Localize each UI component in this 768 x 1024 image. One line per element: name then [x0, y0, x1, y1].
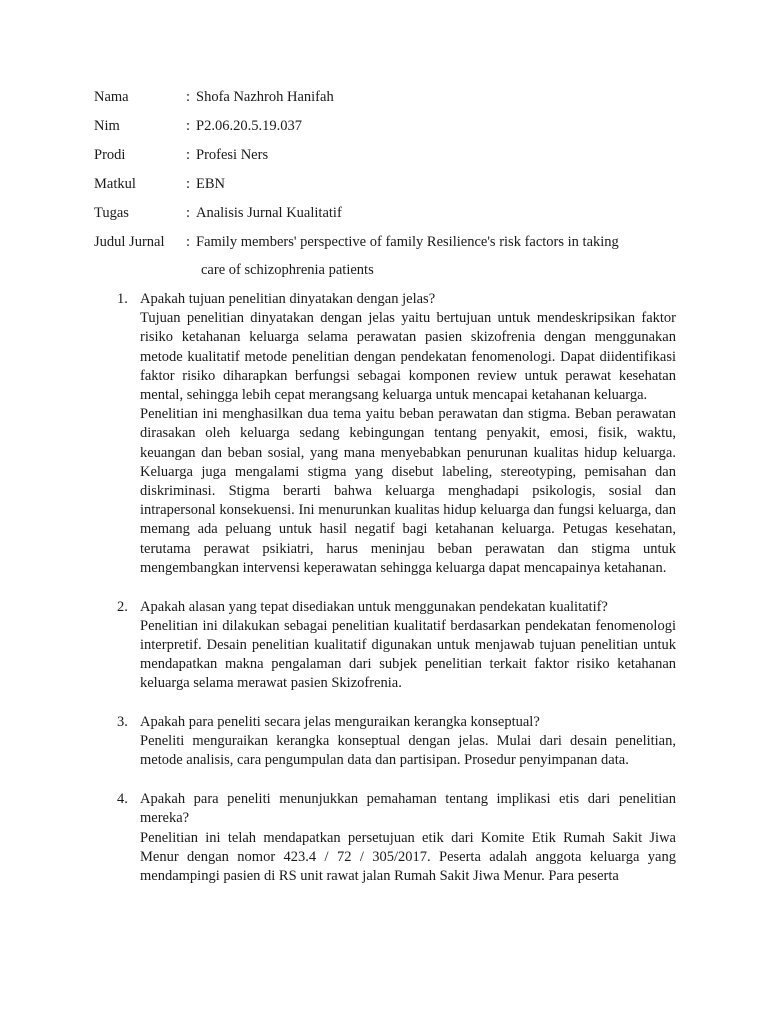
header-value: P2.06.20.5.19.037: [196, 118, 302, 134]
answer-paragraph: Tujuan penelitian dinyatakan dengan jelas yaitu bertujuan untuk mendeskripsikan faktor risiko ketahanan keluarga selama perawatan pasien skizofrenia dengan menggunakan metode kualitatif metode penelitian dengan pendekatan fenomenologi. Dapat diidentifikasi faktor risiko diharapkan berfungsi sebagai komponen review untuk perawat kesehatan mental, sehingga lebih cepat merangsang keluarga untuk mencapai ketahanan keluarga.: [140, 310, 676, 404]
header-colon: :: [186, 176, 191, 192]
journal-title-line2: care of schizophrenia patients: [201, 262, 374, 278]
header-row-nama: [94, 87, 694, 116]
question-text: Apakah alasan yang tepat disediakan untuk menggunakan pendekatan kualitatif?: [140, 598, 608, 615]
header-row-prodi: [94, 145, 694, 174]
header-colon: :: [186, 234, 191, 250]
question-item-3: [117, 713, 676, 771]
question-text: Apakah tujuan penelitian dinyatakan dengan jelas?: [140, 291, 436, 307]
header-label: Nim: [94, 118, 120, 134]
header-colon: :: [186, 147, 191, 163]
header-value: Shofa Nazhroh Hanifah: [196, 89, 334, 105]
question-item-2: [117, 598, 676, 694]
header-value: Profesi Ners: [196, 147, 269, 163]
header-label: Nama: [94, 89, 129, 105]
question-number: 1.: [117, 291, 128, 307]
question-number: 4.: [117, 791, 128, 808]
header-label: Prodi: [94, 147, 126, 163]
header-colon: :: [186, 205, 191, 221]
journal-title-line1: Family members' perspective of family Resilience's risk factors in taking: [196, 234, 619, 250]
header-label: Judul Jurnal: [94, 234, 165, 250]
question-item-4: [117, 790, 676, 886]
answer-paragraph: Penelitian ini dilakukan sebagai penelitian kualitatif berdasarkan pendekatan fenomenologi interpretif. Desain penelitian kualitatif digunakan untuk menjawab tujuan penelitian untuk mendapatkan makna pengalaman dari subjek penelitian terkait faktor risiko ketahanan keluarga selama merawat pasien Skizofrenia.: [140, 617, 676, 692]
question-item-1: [117, 290, 676, 578]
question-text: Apakah para peneliti secara jelas menguraikan kerangka konseptual?: [140, 714, 540, 731]
identity-header: [94, 87, 694, 280]
answer-paragraph: Peneliti menguraikan kerangka konseptual dengan jelas. Mulai dari desain penelitian, metode analisis, cara pengumpulan data dan partisipan. Prosedur penyimpanan data.: [140, 733, 676, 769]
header-value-multiline: [196, 232, 694, 280]
question-number: 2.: [117, 598, 128, 615]
header-row-nim: [94, 116, 694, 145]
header-row-matkul: [94, 174, 694, 203]
header-row-judul-jurnal: [94, 232, 694, 280]
question-text: Apakah para peneliti menunjukkan pemahaman tentang implikasi etis dari penelitian mereka?: [140, 791, 676, 827]
header-value: Analisis Jurnal Kualitatif: [196, 205, 342, 221]
question-number: 3.: [117, 714, 128, 731]
header-colon: :: [186, 118, 191, 134]
header-row-tugas: [94, 203, 694, 232]
header-colon: :: [186, 89, 191, 105]
answer-paragraph: Penelitian ini telah mendapatkan persetujuan etik dari Komite Etik Rumah Sakit Jiwa Menur dengan nomor 423.4 / 72 / 305/2017. Peserta adalah anggota keluarga yang mendampingi pasien di RS unit rawat jalan Rumah Sakit Jiwa Menur. Para peserta: [140, 829, 676, 884]
question-list: [117, 290, 676, 906]
answer-paragraph: Penelitian ini menghasilkan dua tema yaitu beban perawatan dan stigma. Beban perawatan dirasakan oleh keluarga sedang kebingungan tentang penyakit, emosi, fisik, waktu, keuangan dan beban sosial, yang mana menyebabkan penurunan kualitas hidup keluarga. Keluarga juga mengalami stigma yang disebut labeling, stereotyping, pemisahan dan diskriminasi. Stigma berarti bahwa keluarga menghadapi psikologis, sosial dan intrapersonal konsekuensi. Ini menurunkan kualitas hidup keluarga dan fungsi keluarga, dan memang ada peluang untuk hasil negatif bagi ketahanan keluarga. Petugas kesehatan, terutama perawat psikiatri, harus meninjau beban perawatan dan stigma untuk mengembangkan intervensi keperawatan sehingga keluarga dapat mencapainya ketahanan.: [140, 406, 676, 576]
header-label: Tugas: [94, 205, 129, 221]
header-value: EBN: [196, 176, 225, 192]
header-label: Matkul: [94, 176, 136, 192]
